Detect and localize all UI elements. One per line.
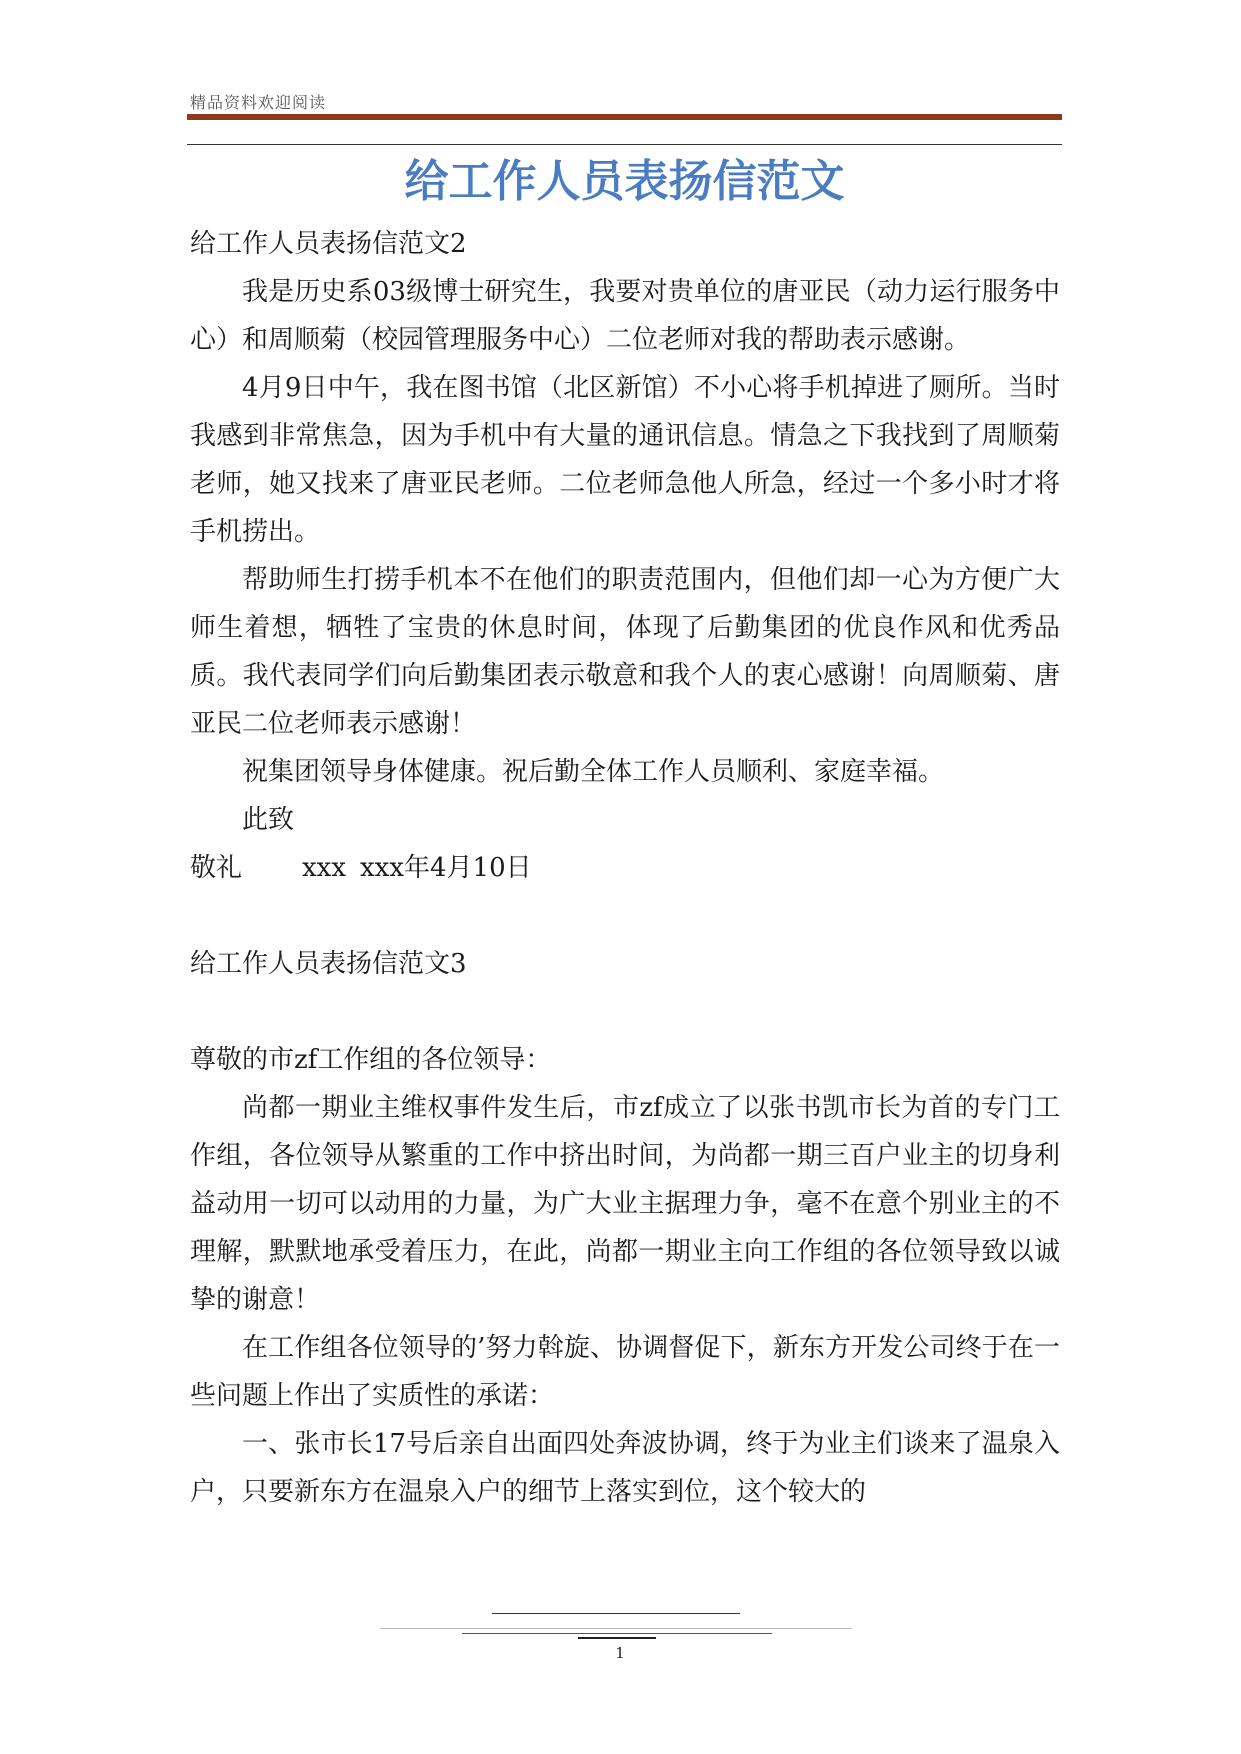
header-rule-thin xyxy=(187,144,1062,145)
paragraph: 4月9日中午，我在图书馆（北区新馆）不小心将手机掉进了厕所。当时我感到非常焦急，因为手机中有大量的通讯信息。情急之下我找到了周顺菊老师，她又找来了唐亚民老师。二位老师急他人所急，经过一个多小时才将手机捞出。 xyxy=(190,373,1060,547)
section2-heading: 给工作人员表扬信范文2 xyxy=(190,229,467,259)
header-rule-thick xyxy=(187,114,1062,120)
closing-name: xxx xyxy=(302,853,346,883)
paragraph: 此致 xyxy=(242,805,295,835)
footer-rule xyxy=(492,1613,740,1614)
spacer xyxy=(190,988,1060,1036)
closing-line xyxy=(190,844,1060,892)
paragraph: 尚都一期业主维权事件发生后，市zf成立了以张书凯市长为首的专门工作组，各位领导从繁重的工作中挤出时间，为尚都一期三百户业主的切身利益动用一切可以动用的力量，为广大业主据理力争，毫不在意个别业主的不理解，默默地承受着压力，在此，尚都一期业主向工作组的各位领导致以诚挚的谢意！ xyxy=(190,1093,1060,1315)
paragraph: 祝集团领导身体健康。祝后勤全体工作人员顺利、家庭幸福。 xyxy=(242,757,945,787)
footer-rule xyxy=(380,1628,852,1629)
paragraph: 帮助师生打捞手机本不在他们的职责范围内，但他们却一心为方便广大师生着想，牺牲了宝贵的休息时间，体现了后勤集团的优良作风和优秀品质。我代表同学们向后勤集团表示敬意和我个人的衷心感谢！向周顺菊、唐亚民二位老师表示感谢！ xyxy=(190,565,1060,739)
footer-rule xyxy=(462,1633,772,1634)
page-number: 1 xyxy=(615,1644,625,1662)
footer-rule xyxy=(578,1637,656,1639)
paragraph: 一、张市长17号后亲自出面四处奔波协调，终于为业主们谈来了温泉入户，只要新东方在温泉入户的细节上落实到位，这个较大的 xyxy=(190,1429,1060,1507)
section3-heading: 给工作人员表扬信范文3 xyxy=(190,949,467,979)
paragraph: 在工作组各位领导的’努力斡旋、协调督促下，新东方开发公司终于在一些问题上作出了实质性的承诺： xyxy=(190,1333,1060,1411)
closing-date: xxx年4月10日 xyxy=(360,853,532,883)
document-body xyxy=(190,220,1060,1516)
document-title: 给工作人员表扬信范文 xyxy=(404,156,845,207)
closing-salute: 敬礼 xyxy=(190,853,243,883)
section3-greeting: 尊敬的市zf工作组的各位领导： xyxy=(190,1045,552,1075)
page-header-text: 精品资料欢迎阅读 xyxy=(190,93,327,112)
spacer xyxy=(190,892,1060,940)
paragraph: 我是历史系03级博士研究生，我要对贵单位的唐亚民（动力运行服务中心）和周顺菊（校园管理服务中心）二位老师对我的帮助表示感谢。 xyxy=(190,277,1060,355)
